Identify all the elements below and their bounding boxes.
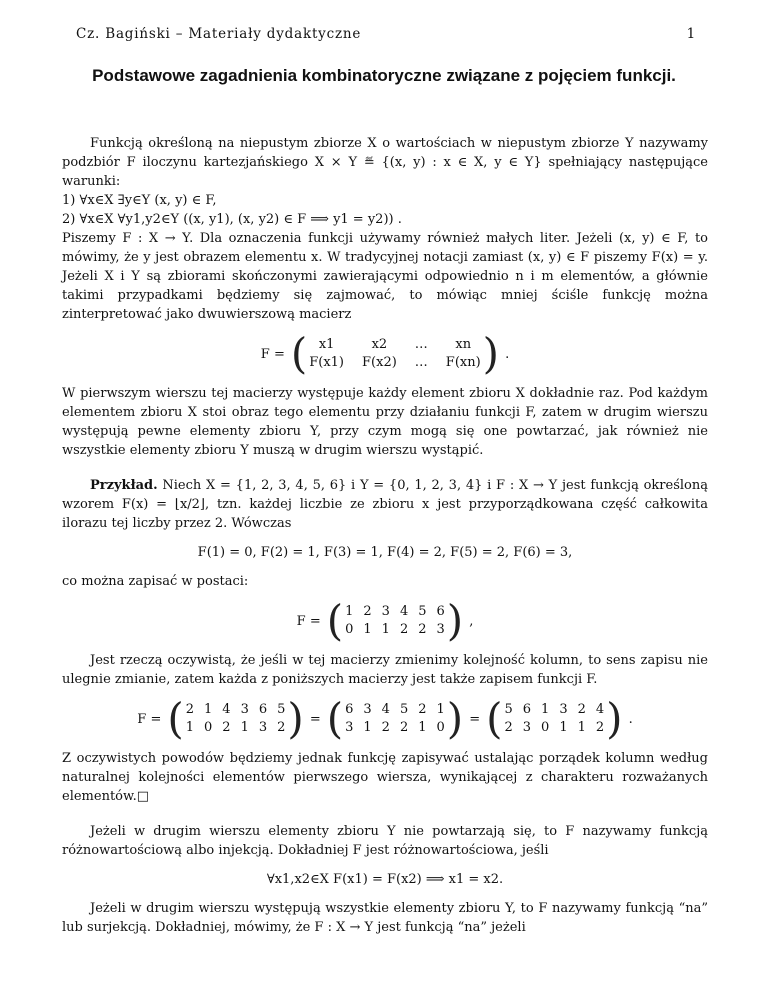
reorder-paragraph: Jest rzeczą oczywistą, że jeśli w tej macierzy zmienimy kolejność kolumn, to sens zapisu nie ulegnie zmianie, zatem każda z poniższych macierzy jest także zapisem funkcji F.: [62, 653, 708, 687]
page-number: 1: [686, 26, 696, 42]
matrix-cell: 1: [418, 720, 427, 735]
injection-paragraph: Jeżeli w drugim wierszu elementy zbioru Y nie powtarzają się, to F nazywamy funkcją różnowartościową albo injekcją. Dokładniej F jest różnowartościowa, jeśli: [62, 824, 708, 858]
surjection-paragraph: Jeżeli w drugim wierszu występują wszystkie elementy zbioru Y, to F nazywamy funkcją “na” lub surjekcją. Dokładniej, mówimy, że F : X → Y jest funkcją “na” jeżeli: [62, 901, 708, 935]
running-header: [76, 26, 696, 42]
matrix-lhs: F =: [260, 346, 285, 362]
matrix-cell: 3: [522, 720, 532, 735]
matrix-cell: 2: [418, 702, 427, 717]
matrix-cell: 2: [399, 622, 409, 637]
matrix-cell: 5: [277, 702, 286, 717]
closing-paragraph: Z oczywistych powodów będziemy jednak funkcję zapisywać ustalając porządek kolumn według naturalnej kolejności elementów pierwszego wiersza, wynikającej z charakteru rozważanych elementów.□: [62, 751, 708, 804]
matrix-cell: …: [414, 337, 428, 352]
matrix-cell: 3: [559, 702, 568, 717]
matrix-cell: F(xn): [445, 355, 481, 370]
matrix-cell: 0: [541, 720, 550, 735]
matrix-cell: xn: [455, 337, 472, 352]
example-paragraph: [62, 476, 708, 533]
matrix-cell: 2: [222, 720, 231, 735]
matrix-cell: 1: [345, 604, 354, 619]
matrix-cell: 1: [363, 720, 372, 735]
matrix-cell: 1: [240, 720, 249, 735]
matrix-cell: 2: [277, 720, 286, 735]
definition-paragraph: Funkcją określoną na niepustym zbiorze X o wartościach w niepustym zbiorze Y nazywamy podzbiór F iloczynu kartezjańskiego X × Y ≝ {(x, y) : x ∈ X, y ∈ Y} spełniający następujące warunki:: [62, 136, 708, 189]
general-matrix: [62, 329, 708, 378]
permuted-matrices: [62, 694, 708, 743]
left-paren: (: [486, 694, 503, 743]
matrix-cell: 2: [595, 720, 605, 735]
matrix-cell: 3: [363, 702, 372, 717]
matrix-cell: 2: [577, 702, 586, 717]
matrix-cell: 1: [185, 720, 195, 735]
matrix-cell: 2: [418, 622, 427, 637]
left-paren: (: [290, 329, 308, 378]
form-intro: co można zapisać w postaci:: [62, 574, 249, 589]
matrix-cell: 5: [399, 702, 409, 717]
page-title: Podstawowe zagadnienia kombinatoryczne związane z pojęciem funkcji.: [92, 66, 676, 85]
matrix-cell: 2: [399, 720, 409, 735]
matrix-explanation: W pierwszym wierszu tej macierzy występuje każdy element zbioru X dokładnie raz. Pod każdym elementem zbioru X stoi obraz tego elementu przy działaniu funkcji F, zatem w drugim wierszu występują pewne elementy zbioru Y, przy czym mogą się one powtarzać, jak również nie wszystkie elementy zbioru Y muszą w drugim wierszu wystąpić.: [62, 386, 708, 458]
matrix-cell: 1: [577, 720, 586, 735]
left-paren: (: [326, 694, 344, 743]
matrix-cell: 6: [436, 604, 445, 619]
matrix-cell: 0: [204, 720, 213, 735]
matrix-cell: 1: [363, 622, 372, 637]
matrix-lhs: F =: [137, 711, 162, 727]
right-paren: ): [482, 329, 500, 378]
matrix-cell: 1: [559, 720, 568, 735]
notation-paragraph: Piszemy F : X → Y. Dla oznaczenia funkcji używamy również małych liter. Jeżeli (x, y) ∈ F, to mówimy, że y jest obrazem elementu x. W tradycyjnej notacji zamiast (x, y) ∈ F piszemy F(x) = y. Jeżeli X i Y są zbiorami skończonymi zawierającymi odpowiednio n i m elementów, a głównie takimi przypadkami będziemy się zajmować, to mówiąc mniej ściśle funkcję można zinterpretować jako dwuwierszową macierz: [62, 231, 708, 322]
matrix-cell: x2: [371, 337, 388, 352]
matrix-grid: [184, 701, 288, 737]
condition-1: 1) ∀x∈X ∃y∈Y (x, y) ∈ F,: [62, 193, 217, 208]
matrix-grid: [307, 336, 482, 372]
header-title: Cz. Bagiński – Materiały dydaktyczne: [76, 26, 362, 42]
condition-2: 2) ∀x∈X ∀y1,y2∈Y ((x, y1), (x, y2) ∈ F ⟹ y1 = y2)) .: [62, 212, 402, 227]
matrix-cell: 4: [222, 702, 231, 717]
left-paren: (: [326, 596, 344, 645]
matrix-cell: 3: [345, 720, 354, 735]
matrix-grid: [343, 603, 447, 639]
matrix-tail: ,: [469, 613, 474, 629]
right-paren: ): [287, 694, 304, 743]
matrix-cell: 3: [240, 702, 249, 717]
matrix-cell: 2: [185, 702, 195, 717]
matrix-cell: 6: [258, 702, 268, 717]
matrix-cell: 5: [504, 702, 513, 717]
equals-sign: =: [309, 711, 321, 727]
matrix-cell: F(x2): [362, 355, 397, 370]
matrix-cell: 2: [363, 604, 372, 619]
injection-formula: ∀x1,x2∈X F(x1) = F(x2) ⟹ x1 = x2.: [266, 872, 504, 887]
matrix-lhs: F =: [296, 613, 321, 629]
matrix-cell: 6: [522, 702, 532, 717]
document-body: [62, 134, 708, 937]
matrix-cell: 3: [258, 720, 268, 735]
matrix-cell: 1: [436, 702, 445, 717]
matrix-cell: 4: [399, 604, 409, 619]
matrix-cell: …: [414, 355, 428, 370]
matrix-cell: 6: [345, 702, 354, 717]
matrix-cell: x1: [318, 337, 335, 352]
values-line: F(1) = 0, F(2) = 1, F(3) = 1, F(4) = 2, F(5) = 2, F(6) = 3,: [197, 545, 573, 560]
equals-sign: =: [469, 711, 481, 727]
example-matrix: [62, 596, 708, 645]
matrix-cell: 0: [345, 622, 354, 637]
example-text: Niech X = {1, 2, 3, 4, 5, 6} i Y = {0, 1, 2, 3, 4} i F : X → Y jest funkcją określoną wzorem F(x) = ⌊x/2⌋, tzn. każdej liczbie ze zbioru x jest przyporządkowana część całkowita ilorazu tej liczby przez 2. Wówczas: [62, 478, 708, 531]
matrix-grid: [502, 701, 606, 737]
right-paren: ): [446, 596, 464, 645]
matrix-cell: 1: [204, 702, 213, 717]
right-paren: ): [606, 694, 623, 743]
matrix-cell: 3: [436, 622, 445, 637]
matrix-tail: .: [505, 346, 510, 362]
matrix-grid: [343, 701, 447, 737]
right-paren: ): [446, 694, 464, 743]
matrix-cell: 0: [436, 720, 445, 735]
matrix-cell: 1: [541, 702, 550, 717]
matrix-tail: .: [628, 711, 633, 727]
matrix-cell: 3: [381, 604, 390, 619]
example-label: Przykład.: [90, 478, 158, 493]
matrix-cell: F(x1): [309, 355, 345, 370]
matrix-cell: 1: [381, 622, 390, 637]
matrix-cell: 2: [381, 720, 390, 735]
matrix-cell: 4: [381, 702, 390, 717]
matrix-cell: 4: [595, 702, 605, 717]
matrix-cell: 5: [418, 604, 427, 619]
matrix-cell: 2: [504, 720, 513, 735]
left-paren: (: [167, 694, 184, 743]
